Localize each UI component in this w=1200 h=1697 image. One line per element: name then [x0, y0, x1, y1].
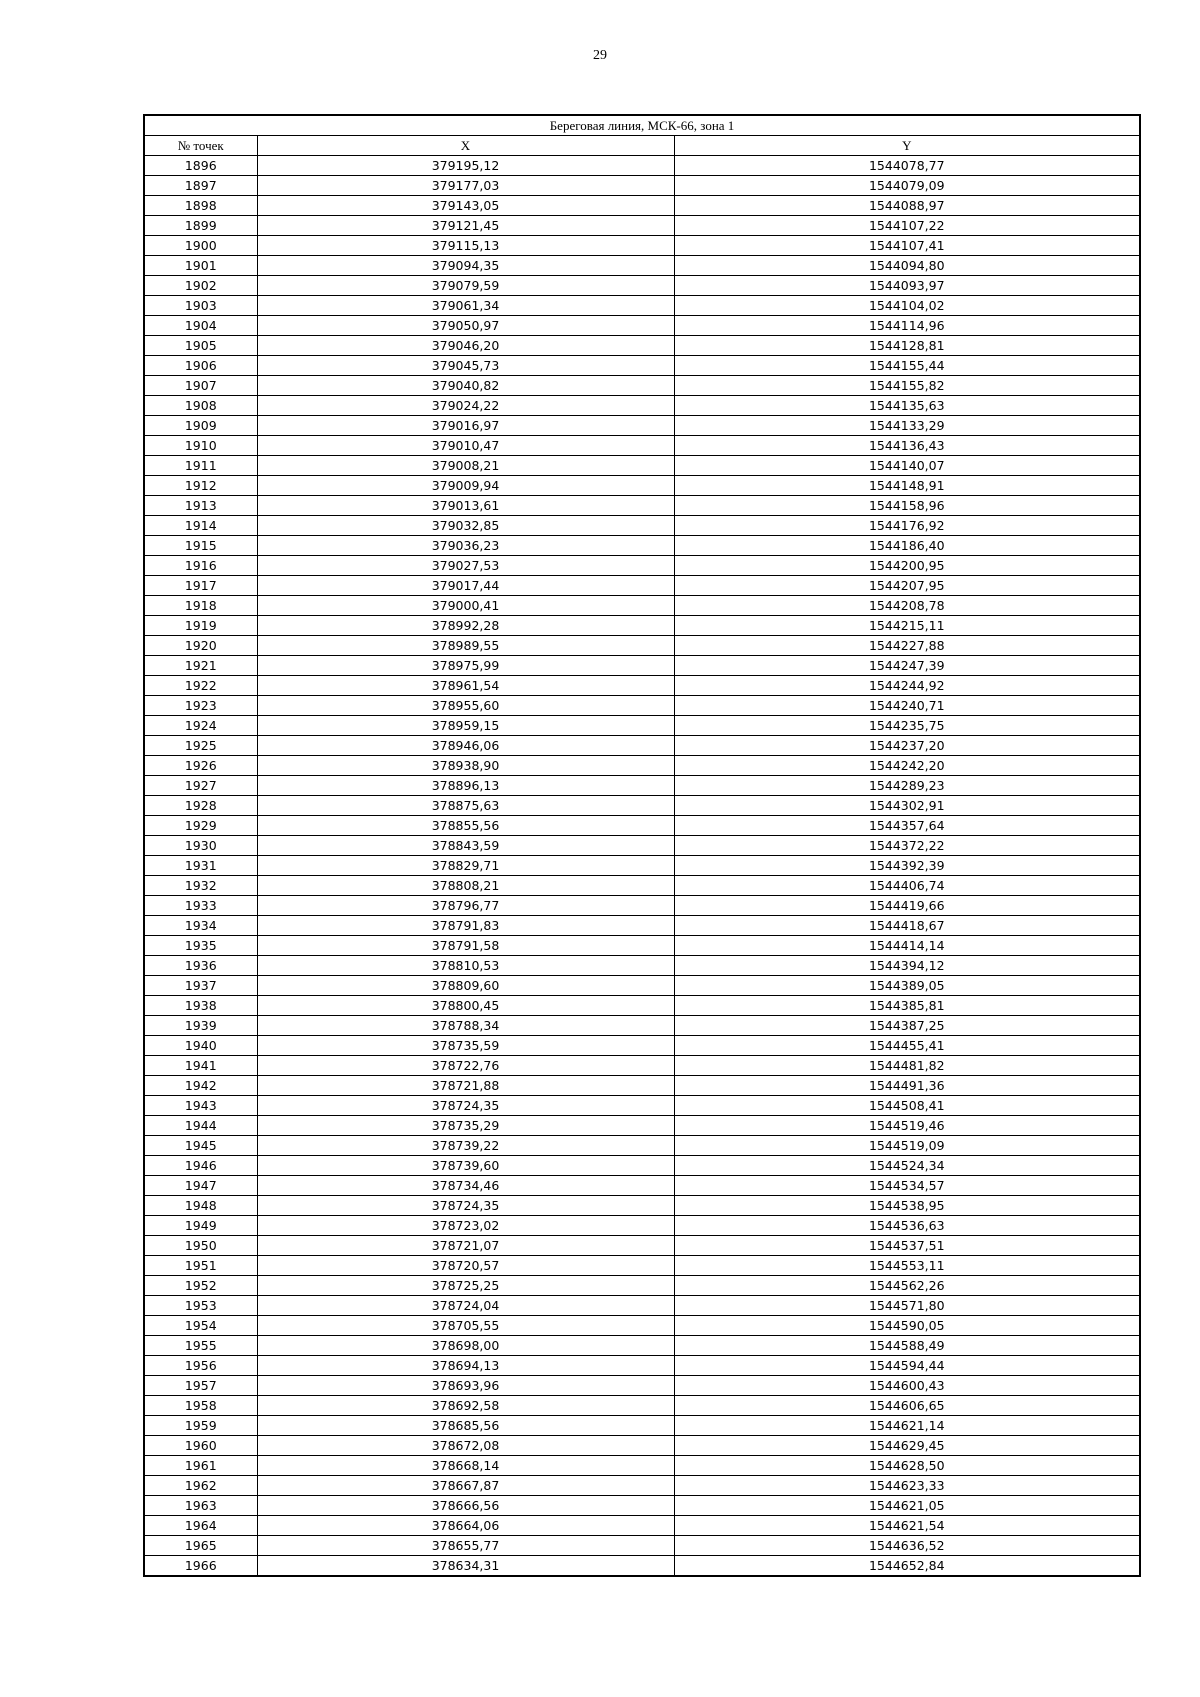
cell-point-number: 1942 [144, 1076, 257, 1096]
table-row [144, 476, 1140, 496]
cell-y: 1544078,77 [674, 156, 1140, 176]
cell-y: 1544247,39 [674, 656, 1140, 676]
table-header [144, 115, 1140, 156]
cell-x: 378975,99 [257, 656, 674, 676]
table-row [144, 356, 1140, 376]
cell-point-number: 1910 [144, 436, 257, 456]
cell-y: 1544104,02 [674, 296, 1140, 316]
cell-point-number: 1913 [144, 496, 257, 516]
cell-x: 379036,23 [257, 536, 674, 556]
cell-x: 378810,53 [257, 956, 674, 976]
cell-x: 378724,35 [257, 1096, 674, 1116]
cell-point-number: 1938 [144, 996, 257, 1016]
cell-y: 1544418,67 [674, 916, 1140, 936]
cell-point-number: 1957 [144, 1376, 257, 1396]
cell-x: 378692,58 [257, 1396, 674, 1416]
cell-x: 379094,35 [257, 256, 674, 276]
table-row [144, 516, 1140, 536]
cell-point-number: 1930 [144, 836, 257, 856]
table-row [144, 676, 1140, 696]
cell-point-number: 1905 [144, 336, 257, 356]
cell-x: 378938,90 [257, 756, 674, 776]
table-row [144, 1416, 1140, 1436]
column-header-point-number: № точек [144, 136, 257, 156]
cell-x: 378634,31 [257, 1556, 674, 1577]
cell-point-number: 1952 [144, 1276, 257, 1296]
cell-x: 378693,96 [257, 1376, 674, 1396]
table-row [144, 996, 1140, 1016]
cell-point-number: 1899 [144, 216, 257, 236]
table-row [144, 1176, 1140, 1196]
table-row [144, 276, 1140, 296]
cell-y: 1544628,50 [674, 1456, 1140, 1476]
cell-point-number: 1904 [144, 316, 257, 336]
table-row [144, 836, 1140, 856]
cell-y: 1544600,43 [674, 1376, 1140, 1396]
cell-x: 378992,28 [257, 616, 674, 636]
table-row [144, 1016, 1140, 1036]
cell-x: 378685,56 [257, 1416, 674, 1436]
cell-x: 379016,97 [257, 416, 674, 436]
cell-y: 1544392,39 [674, 856, 1140, 876]
table-row [144, 636, 1140, 656]
table-row [144, 1336, 1140, 1356]
cell-point-number: 1914 [144, 516, 257, 536]
cell-point-number: 1961 [144, 1456, 257, 1476]
cell-y: 1544215,11 [674, 616, 1140, 636]
cell-y: 1544606,65 [674, 1396, 1140, 1416]
cell-x: 378791,58 [257, 936, 674, 956]
cell-point-number: 1958 [144, 1396, 257, 1416]
cell-point-number: 1941 [144, 1056, 257, 1076]
table-row [144, 1116, 1140, 1136]
cell-y: 1544534,57 [674, 1176, 1140, 1196]
cell-y: 1544186,40 [674, 536, 1140, 556]
table-row [144, 456, 1140, 476]
cell-y: 1544519,09 [674, 1136, 1140, 1156]
cell-y: 1544136,43 [674, 436, 1140, 456]
table-row [144, 196, 1140, 216]
cell-point-number: 1940 [144, 1036, 257, 1056]
table-caption: Береговая линия, МСК-66, зона 1 [144, 115, 1140, 136]
cell-point-number: 1960 [144, 1436, 257, 1456]
table-row [144, 256, 1140, 276]
cell-point-number: 1934 [144, 916, 257, 936]
table-row [144, 1496, 1140, 1516]
table-row [144, 1256, 1140, 1276]
cell-y: 1544114,96 [674, 316, 1140, 336]
cell-point-number: 1935 [144, 936, 257, 956]
cell-y: 1544538,95 [674, 1196, 1140, 1216]
cell-point-number: 1954 [144, 1316, 257, 1336]
cell-x: 379024,22 [257, 396, 674, 416]
cell-x: 378734,46 [257, 1176, 674, 1196]
cell-x: 379009,94 [257, 476, 674, 496]
table-row [144, 1156, 1140, 1176]
cell-point-number: 1937 [144, 976, 257, 996]
cell-y: 1544406,74 [674, 876, 1140, 896]
column-header-y: Y [674, 136, 1140, 156]
cell-point-number: 1946 [144, 1156, 257, 1176]
cell-y: 1544200,95 [674, 556, 1140, 576]
table-body [144, 156, 1140, 1577]
cell-y: 1544590,05 [674, 1316, 1140, 1336]
table-row [144, 316, 1140, 336]
cell-y: 1544148,91 [674, 476, 1140, 496]
cell-point-number: 1919 [144, 616, 257, 636]
table-row [144, 736, 1140, 756]
cell-x: 378959,15 [257, 716, 674, 736]
cell-y: 1544135,63 [674, 396, 1140, 416]
table-row [144, 1396, 1140, 1416]
cell-point-number: 1924 [144, 716, 257, 736]
cell-point-number: 1901 [144, 256, 257, 276]
cell-y: 1544140,07 [674, 456, 1140, 476]
cell-point-number: 1921 [144, 656, 257, 676]
table-row [144, 956, 1140, 976]
cell-x: 378788,34 [257, 1016, 674, 1036]
cell-x: 378672,08 [257, 1436, 674, 1456]
cell-point-number: 1936 [144, 956, 257, 976]
page-number: 29 [593, 48, 607, 63]
cell-y: 1544385,81 [674, 996, 1140, 1016]
cell-x: 378961,54 [257, 676, 674, 696]
cell-y: 1544621,54 [674, 1516, 1140, 1536]
table-row [144, 816, 1140, 836]
table-row [144, 1216, 1140, 1236]
cell-point-number: 1920 [144, 636, 257, 656]
table-row [144, 936, 1140, 956]
cell-y: 1544094,80 [674, 256, 1140, 276]
table-row [144, 916, 1140, 936]
cell-x: 379017,44 [257, 576, 674, 596]
cell-point-number: 1932 [144, 876, 257, 896]
table-row [144, 536, 1140, 556]
cell-x: 379013,61 [257, 496, 674, 516]
cell-y: 1544357,64 [674, 816, 1140, 836]
cell-point-number: 1929 [144, 816, 257, 836]
cell-y: 1544372,22 [674, 836, 1140, 856]
cell-y: 1544235,75 [674, 716, 1140, 736]
cell-point-number: 1897 [144, 176, 257, 196]
cell-x: 378791,83 [257, 916, 674, 936]
cell-point-number: 1917 [144, 576, 257, 596]
cell-point-number: 1966 [144, 1556, 257, 1577]
table-row [144, 216, 1140, 236]
cell-x: 378705,55 [257, 1316, 674, 1336]
cell-point-number: 1928 [144, 796, 257, 816]
cell-y: 1544176,92 [674, 516, 1140, 536]
cell-x: 379121,45 [257, 216, 674, 236]
cell-point-number: 1912 [144, 476, 257, 496]
table-row [144, 696, 1140, 716]
cell-point-number: 1939 [144, 1016, 257, 1036]
table-row [144, 1516, 1140, 1536]
cell-point-number: 1896 [144, 156, 257, 176]
table-row [144, 1316, 1140, 1336]
cell-point-number: 1916 [144, 556, 257, 576]
cell-y: 1544621,14 [674, 1416, 1140, 1436]
cell-y: 1544207,95 [674, 576, 1140, 596]
table-row [144, 876, 1140, 896]
cell-y: 1544562,26 [674, 1276, 1140, 1296]
cell-y: 1544553,11 [674, 1256, 1140, 1276]
column-header-row [144, 136, 1140, 156]
cell-x: 378809,60 [257, 976, 674, 996]
cell-y: 1544481,82 [674, 1056, 1140, 1076]
cell-y: 1544636,52 [674, 1536, 1140, 1556]
table-caption-row [144, 115, 1140, 136]
cell-x: 378855,56 [257, 816, 674, 836]
coordinates-table [143, 114, 1141, 1577]
cell-point-number: 1943 [144, 1096, 257, 1116]
table-row [144, 1376, 1140, 1396]
table-row [144, 176, 1140, 196]
cell-point-number: 1959 [144, 1416, 257, 1436]
cell-x: 379115,13 [257, 236, 674, 256]
cell-point-number: 1962 [144, 1476, 257, 1496]
cell-point-number: 1956 [144, 1356, 257, 1376]
cell-y: 1544107,22 [674, 216, 1140, 236]
table-row [144, 556, 1140, 576]
cell-x: 378808,21 [257, 876, 674, 896]
cell-point-number: 1965 [144, 1536, 257, 1556]
cell-point-number: 1915 [144, 536, 257, 556]
table-row [144, 296, 1140, 316]
cell-x: 379050,97 [257, 316, 674, 336]
cell-y: 1544088,97 [674, 196, 1140, 216]
table-row [144, 776, 1140, 796]
cell-y: 1544158,96 [674, 496, 1140, 516]
table-row [144, 1056, 1140, 1076]
cell-y: 1544594,44 [674, 1356, 1140, 1376]
table-row [144, 436, 1140, 456]
cell-point-number: 1963 [144, 1496, 257, 1516]
cell-point-number: 1922 [144, 676, 257, 696]
table-row [144, 376, 1140, 396]
cell-y: 1544519,46 [674, 1116, 1140, 1136]
cell-point-number: 1898 [144, 196, 257, 216]
cell-x: 378955,60 [257, 696, 674, 716]
table-row [144, 1036, 1140, 1056]
cell-x: 379177,03 [257, 176, 674, 196]
cell-x: 378875,63 [257, 796, 674, 816]
cell-x: 378694,13 [257, 1356, 674, 1376]
cell-x: 378843,59 [257, 836, 674, 856]
cell-x: 378667,87 [257, 1476, 674, 1496]
cell-point-number: 1931 [144, 856, 257, 876]
cell-y: 1544079,09 [674, 176, 1140, 196]
table-row [144, 616, 1140, 636]
cell-x: 378721,88 [257, 1076, 674, 1096]
table-row [144, 416, 1140, 436]
cell-y: 1544240,71 [674, 696, 1140, 716]
cell-point-number: 1906 [144, 356, 257, 376]
cell-x: 378725,25 [257, 1276, 674, 1296]
cell-x: 378721,07 [257, 1236, 674, 1256]
table-row [144, 656, 1140, 676]
cell-y: 1544133,29 [674, 416, 1140, 436]
cell-x: 378829,71 [257, 856, 674, 876]
table-row [144, 156, 1140, 176]
cell-point-number: 1902 [144, 276, 257, 296]
cell-point-number: 1953 [144, 1296, 257, 1316]
cell-y: 1544289,23 [674, 776, 1140, 796]
table-row [144, 1136, 1140, 1156]
cell-y: 1544107,41 [674, 236, 1140, 256]
cell-x: 379143,05 [257, 196, 674, 216]
cell-x: 379040,82 [257, 376, 674, 396]
cell-y: 1544455,41 [674, 1036, 1140, 1056]
table-row [144, 1356, 1140, 1376]
cell-x: 378735,29 [257, 1116, 674, 1136]
column-header-x: X [257, 136, 674, 156]
cell-x: 379008,21 [257, 456, 674, 476]
table-row [144, 756, 1140, 776]
table-row [144, 856, 1140, 876]
cell-x: 378896,13 [257, 776, 674, 796]
cell-x: 378989,55 [257, 636, 674, 656]
cell-x: 379032,85 [257, 516, 674, 536]
cell-point-number: 1900 [144, 236, 257, 256]
cell-point-number: 1908 [144, 396, 257, 416]
cell-y: 1544537,51 [674, 1236, 1140, 1256]
cell-x: 378739,60 [257, 1156, 674, 1176]
cell-x: 379027,53 [257, 556, 674, 576]
cell-x: 379046,20 [257, 336, 674, 356]
table-row [144, 976, 1140, 996]
cell-point-number: 1923 [144, 696, 257, 716]
cell-point-number: 1911 [144, 456, 257, 476]
cell-x: 379010,47 [257, 436, 674, 456]
cell-point-number: 1927 [144, 776, 257, 796]
cell-x: 378724,04 [257, 1296, 674, 1316]
table-row [144, 496, 1140, 516]
table-row [144, 1476, 1140, 1496]
table-row [144, 396, 1140, 416]
cell-y: 1544621,05 [674, 1496, 1140, 1516]
cell-y: 1544588,49 [674, 1336, 1140, 1356]
table-row [144, 1196, 1140, 1216]
cell-y: 1544629,45 [674, 1436, 1140, 1456]
cell-y: 1544571,80 [674, 1296, 1140, 1316]
cell-x: 379195,12 [257, 156, 674, 176]
cell-y: 1544155,82 [674, 376, 1140, 396]
cell-y: 1544155,44 [674, 356, 1140, 376]
cell-x: 378666,56 [257, 1496, 674, 1516]
cell-point-number: 1918 [144, 596, 257, 616]
cell-point-number: 1948 [144, 1196, 257, 1216]
table-row [144, 1076, 1140, 1096]
cell-point-number: 1951 [144, 1256, 257, 1276]
cell-y: 1544242,20 [674, 756, 1140, 776]
cell-point-number: 1903 [144, 296, 257, 316]
cell-x: 378739,22 [257, 1136, 674, 1156]
table-row [144, 1436, 1140, 1456]
cell-x: 378655,77 [257, 1536, 674, 1556]
cell-y: 1544237,20 [674, 736, 1140, 756]
cell-y: 1544652,84 [674, 1556, 1140, 1577]
cell-point-number: 1926 [144, 756, 257, 776]
table-row [144, 896, 1140, 916]
table-row [144, 1296, 1140, 1316]
table-row [144, 576, 1140, 596]
cell-point-number: 1950 [144, 1236, 257, 1256]
cell-y: 1544491,36 [674, 1076, 1140, 1096]
table-row [144, 1236, 1140, 1256]
cell-y: 1544508,41 [674, 1096, 1140, 1116]
cell-x: 378698,00 [257, 1336, 674, 1356]
cell-y: 1544302,91 [674, 796, 1140, 816]
cell-x: 378722,76 [257, 1056, 674, 1076]
cell-point-number: 1933 [144, 896, 257, 916]
cell-point-number: 1955 [144, 1336, 257, 1356]
cell-x: 378723,02 [257, 1216, 674, 1236]
table-row [144, 1096, 1140, 1116]
cell-x: 378668,14 [257, 1456, 674, 1476]
cell-x: 378724,35 [257, 1196, 674, 1216]
cell-y: 1544128,81 [674, 336, 1140, 356]
cell-y: 1544389,05 [674, 976, 1140, 996]
cell-point-number: 1947 [144, 1176, 257, 1196]
table-row [144, 716, 1140, 736]
cell-x: 378720,57 [257, 1256, 674, 1276]
cell-x: 379045,73 [257, 356, 674, 376]
cell-point-number: 1907 [144, 376, 257, 396]
cell-point-number: 1964 [144, 1516, 257, 1536]
cell-y: 1544524,34 [674, 1156, 1140, 1176]
cell-y: 1544536,63 [674, 1216, 1140, 1236]
cell-y: 1544208,78 [674, 596, 1140, 616]
cell-x: 379079,59 [257, 276, 674, 296]
cell-x: 378664,06 [257, 1516, 674, 1536]
cell-x: 379000,41 [257, 596, 674, 616]
cell-y: 1544394,12 [674, 956, 1140, 976]
table-row [144, 1536, 1140, 1556]
cell-x: 378800,45 [257, 996, 674, 1016]
cell-x: 378946,06 [257, 736, 674, 756]
cell-y: 1544387,25 [674, 1016, 1140, 1036]
table-row [144, 1456, 1140, 1476]
cell-y: 1544093,97 [674, 276, 1140, 296]
cell-y: 1544414,14 [674, 936, 1140, 956]
cell-point-number: 1944 [144, 1116, 257, 1136]
cell-point-number: 1949 [144, 1216, 257, 1236]
cell-x: 379061,34 [257, 296, 674, 316]
cell-y: 1544244,92 [674, 676, 1140, 696]
cell-point-number: 1909 [144, 416, 257, 436]
cell-point-number: 1925 [144, 736, 257, 756]
cell-x: 378735,59 [257, 1036, 674, 1056]
table-row [144, 336, 1140, 356]
table-row [144, 236, 1140, 256]
cell-y: 1544227,88 [674, 636, 1140, 656]
table-row [144, 1556, 1140, 1577]
cell-x: 378796,77 [257, 896, 674, 916]
table-row [144, 796, 1140, 816]
table-row [144, 1276, 1140, 1296]
cell-y: 1544623,33 [674, 1476, 1140, 1496]
table-row [144, 596, 1140, 616]
cell-point-number: 1945 [144, 1136, 257, 1156]
cell-y: 1544419,66 [674, 896, 1140, 916]
